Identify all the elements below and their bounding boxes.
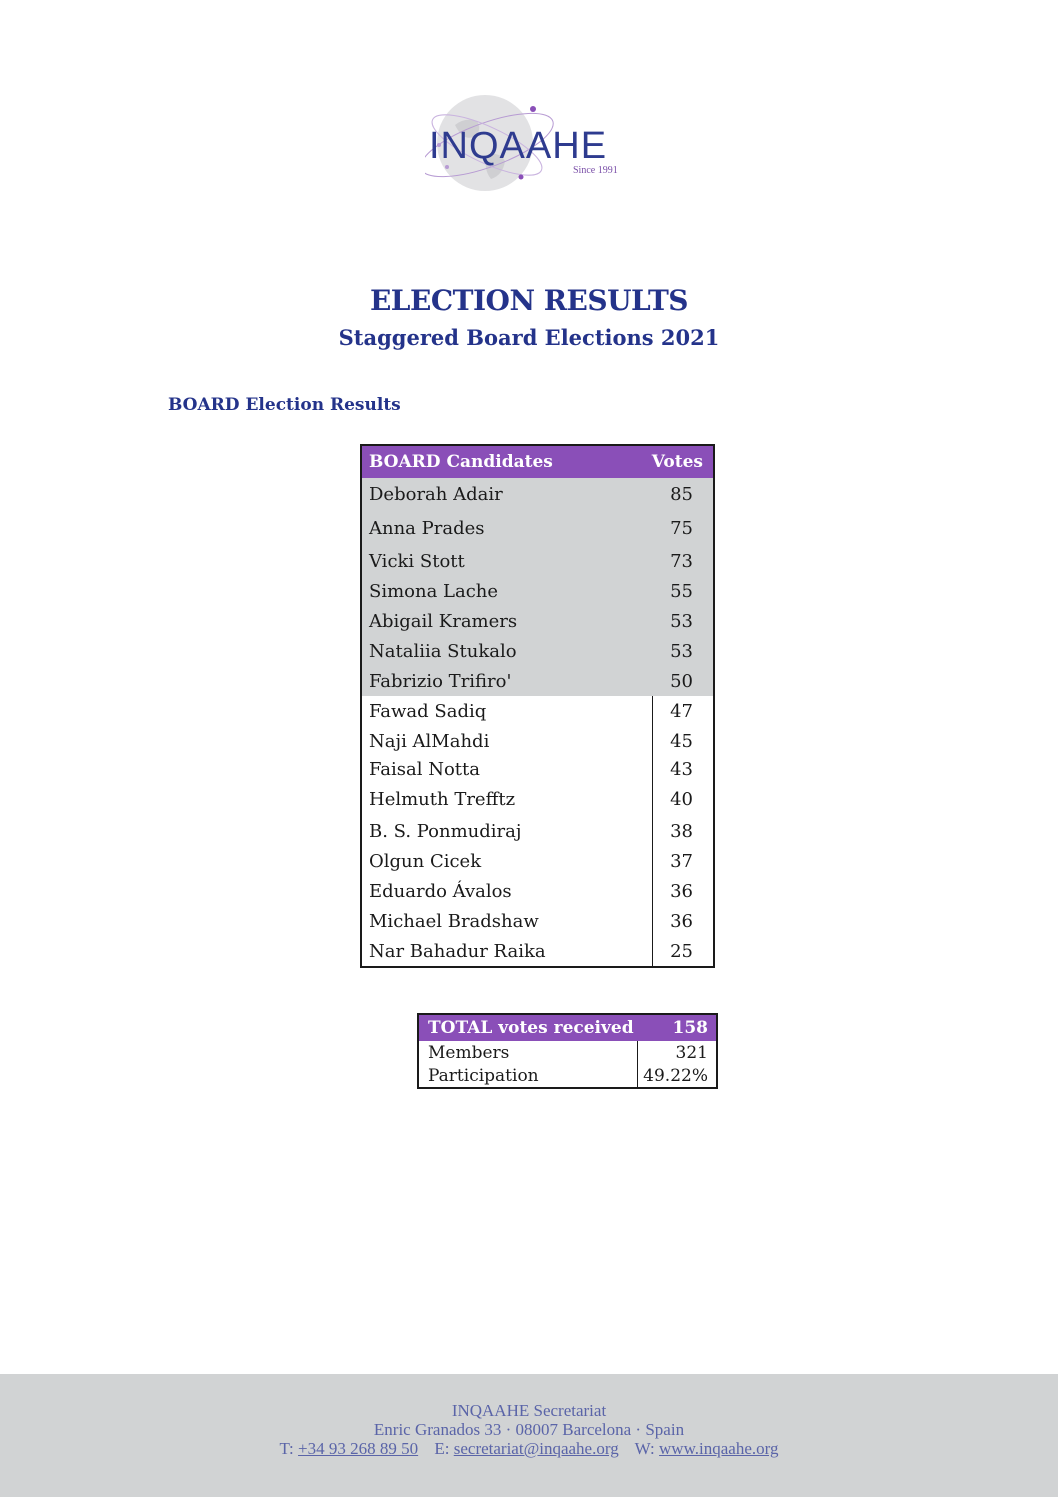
candidate-name: Deborah Adair xyxy=(369,483,503,505)
footer-org: INQAAHE Secretariat xyxy=(451,1401,607,1420)
candidate-name: Fawad Sadiq xyxy=(369,700,487,722)
candidate-name: Helmuth Trefftz xyxy=(369,788,516,810)
total-votes-value: 158 xyxy=(672,1018,708,1038)
candidates-table xyxy=(360,444,715,968)
header-candidates: BOARD Candidates xyxy=(369,452,553,472)
candidate-name: B. S. Ponmudiraj xyxy=(369,820,522,842)
participation-row xyxy=(419,1064,716,1087)
candidates-table-header xyxy=(362,446,713,478)
table-row xyxy=(362,726,713,756)
candidate-name: Eduardo Ávalos xyxy=(369,880,512,902)
phone-label: T: xyxy=(279,1439,294,1458)
table-row xyxy=(362,696,713,726)
footer-address: Enric Granados 33 · 08007 Barcelona · Spain xyxy=(373,1420,685,1439)
candidate-votes: 53 xyxy=(670,640,693,662)
section-heading: BOARD Election Results xyxy=(168,395,401,415)
members-label: Members xyxy=(428,1042,510,1063)
candidate-votes: 40 xyxy=(652,782,713,816)
candidate-votes: 50 xyxy=(670,670,693,692)
page-subtitle: Staggered Board Elections 2021 xyxy=(338,325,720,350)
total-votes-label: TOTAL votes received xyxy=(428,1018,634,1038)
email-link[interactable]: secretariat@inqaahe.org xyxy=(453,1439,619,1458)
candidate-name: Nataliia Stukalo xyxy=(369,640,517,662)
web-label: W: xyxy=(634,1439,655,1458)
table-row xyxy=(362,876,713,906)
participation-value: 49.22% xyxy=(637,1064,716,1087)
page-title: ELECTION RESULTS xyxy=(369,284,689,317)
logo-since: Since 1991 xyxy=(573,165,618,176)
table-row xyxy=(362,906,713,936)
totals-header xyxy=(419,1015,716,1041)
candidate-name: Vicki Stott xyxy=(369,550,465,572)
candidate-name: Olgun Cicek xyxy=(369,850,482,872)
candidate-votes: 37 xyxy=(652,846,713,876)
web-link[interactable]: www.inqaahe.org xyxy=(659,1439,779,1458)
header-votes: Votes xyxy=(651,452,703,472)
candidate-votes: 47 xyxy=(652,696,713,726)
table-row xyxy=(362,782,713,816)
candidate-votes: 38 xyxy=(652,816,713,846)
candidate-votes: 73 xyxy=(670,550,693,572)
inqaahe-logo xyxy=(425,85,635,205)
table-row xyxy=(362,756,713,782)
candidate-votes: 85 xyxy=(670,483,693,505)
members-value: 321 xyxy=(637,1041,716,1064)
candidate-votes: 43 xyxy=(652,756,713,782)
logo-wordmark: INQAAHE xyxy=(429,125,608,167)
candidate-votes: 36 xyxy=(652,906,713,936)
candidate-name: Fabrizio Trifiro' xyxy=(369,670,512,692)
table-row xyxy=(362,636,713,666)
table-row xyxy=(362,606,713,636)
candidate-votes: 55 xyxy=(670,580,693,602)
table-row xyxy=(362,936,713,966)
participation-label: Participation xyxy=(428,1065,539,1086)
table-row xyxy=(362,546,713,576)
footer xyxy=(0,1374,1058,1497)
candidate-name: Michael Bradshaw xyxy=(369,910,539,932)
candidate-votes: 25 xyxy=(652,936,713,966)
email-label: E: xyxy=(434,1439,450,1458)
table-row xyxy=(362,666,713,696)
table-row xyxy=(362,510,713,546)
candidate-name: Nar Bahadur Raika xyxy=(369,940,546,962)
candidate-votes: 45 xyxy=(652,726,713,756)
candidate-name: Abigail Kramers xyxy=(369,610,518,632)
table-row xyxy=(362,478,713,510)
table-row xyxy=(362,816,713,846)
candidate-votes: 53 xyxy=(670,610,693,632)
phone-link[interactable]: +34 93 268 89 50 xyxy=(298,1439,419,1458)
table-row xyxy=(362,846,713,876)
footer-contacts xyxy=(0,1439,1058,1458)
candidate-name: Simona Lache xyxy=(369,580,499,602)
totals-table xyxy=(417,1013,718,1089)
candidate-name: Faisal Notta xyxy=(369,758,480,780)
candidate-votes: 75 xyxy=(670,517,693,539)
table-row xyxy=(362,576,713,606)
candidate-name: Naji AlMahdi xyxy=(369,730,490,752)
candidate-votes: 36 xyxy=(652,876,713,906)
candidate-name: Anna Prades xyxy=(369,517,485,539)
members-row xyxy=(419,1041,716,1064)
